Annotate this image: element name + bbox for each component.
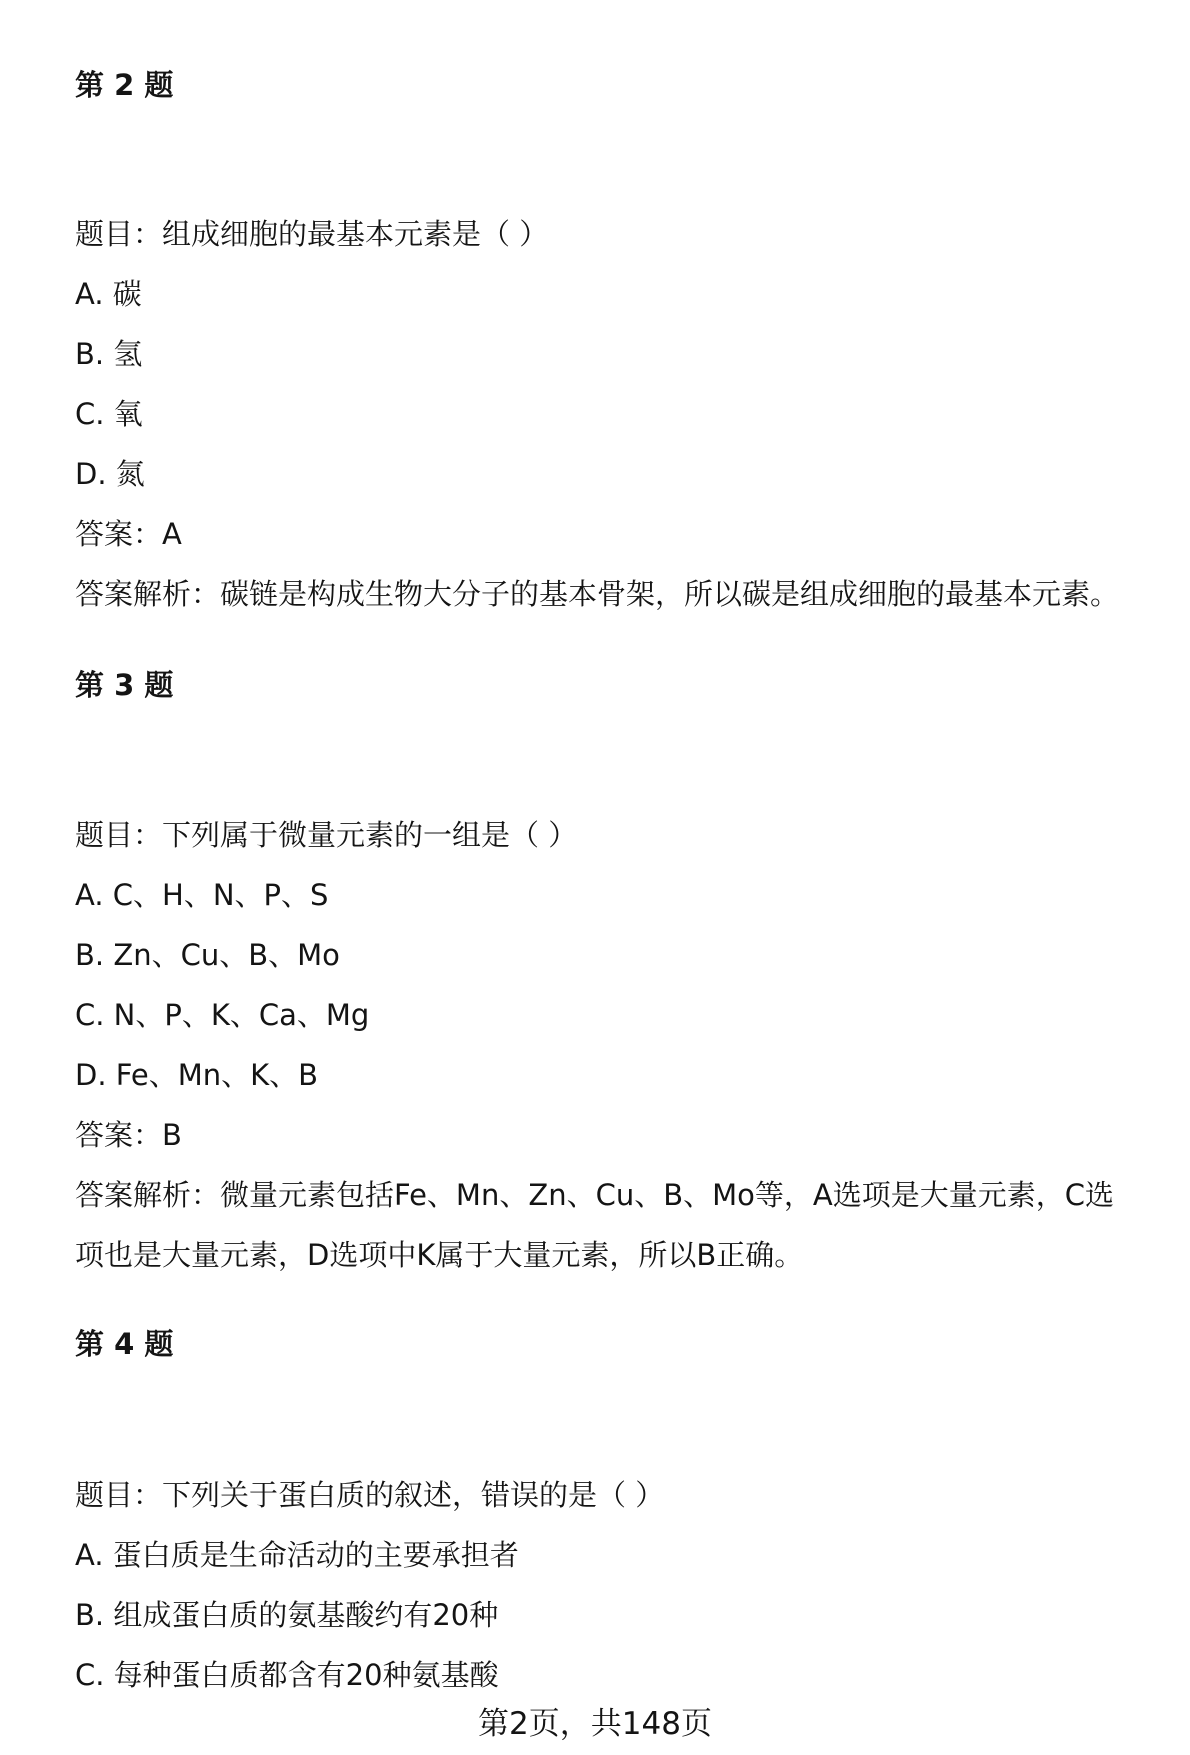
option-c: C. N、P、K、Ca、Mg	[75, 998, 370, 1032]
question-heading: 第 4 题	[75, 1327, 174, 1361]
answer: 答案：A	[75, 517, 182, 551]
question-stem: 题目：下列属于微量元素的一组是（ ）	[75, 818, 578, 852]
option-b: B. 氢	[75, 337, 143, 371]
answer-analysis: 答案解析：碳链是构成生物大分子的基本骨架，所以碳是组成细胞的最基本元素。	[75, 577, 1120, 611]
option-a: A. 碳	[75, 277, 142, 311]
question-heading: 第 2 题	[75, 68, 174, 102]
answer: 答案：B	[75, 1118, 182, 1152]
option-d: D. Fe、Mn、K、B	[75, 1058, 319, 1092]
option-d: D. 氮	[75, 457, 145, 491]
option-c: C. 氧	[75, 397, 143, 431]
answer-analysis-continued: 项也是大量元素，D选项中K属于大量元素，所以B正确。	[75, 1238, 804, 1272]
page-number: 第2页，共148页	[478, 1706, 712, 1742]
option-b: B. 组成蛋白质的氨基酸约有20种	[75, 1598, 499, 1632]
question-stem: 题目：组成细胞的最基本元素是（ ）	[75, 217, 549, 251]
option-a: A. C、H、N、P、S	[75, 878, 329, 912]
question-heading: 第 3 题	[75, 668, 174, 702]
option-a: A. 蛋白质是生命活动的主要承担者	[75, 1538, 519, 1572]
question-stem: 题目：下列关于蛋白质的叙述，错误的是（ ）	[75, 1478, 665, 1512]
answer-analysis: 答案解析：微量元素包括Fe、Mn、Zn、Cu、B、Mo等，A选项是大量元素，C选	[75, 1178, 1114, 1212]
option-c: C. 每种蛋白质都含有20种氨基酸	[75, 1658, 499, 1692]
option-b: B. Zn、Cu、B、Mo	[75, 938, 340, 972]
